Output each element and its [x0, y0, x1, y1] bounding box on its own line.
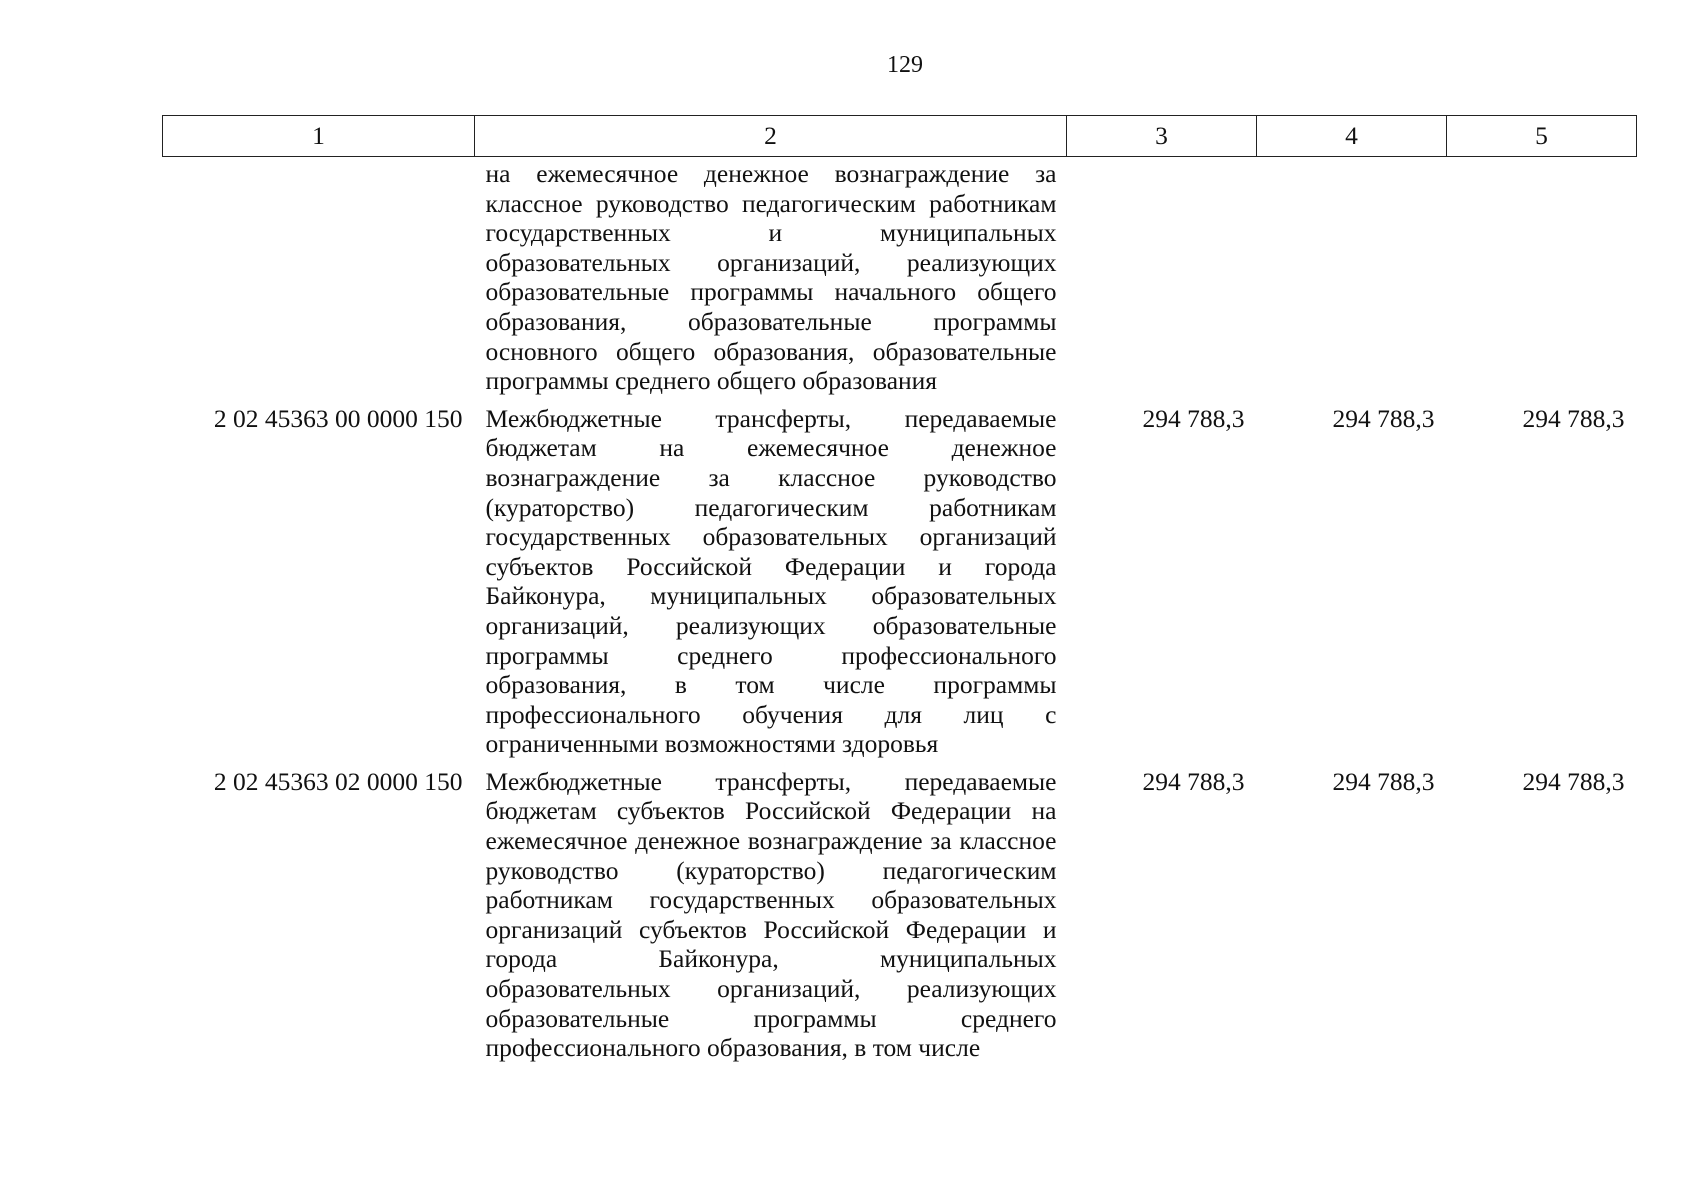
table-row: [163, 767, 1637, 1063]
header-row: [163, 116, 1637, 157]
page-number: 129: [887, 52, 923, 78]
header-col-5: 5: [1447, 116, 1637, 157]
row-value-col5: 294 788,3: [1522, 403, 1625, 433]
table-body: [163, 157, 1637, 1063]
header-col-2: 2: [475, 116, 1067, 157]
row-code: 2 02 45363 02 0000 150: [213, 766, 463, 796]
row-value-col4: 294 788,3: [1332, 403, 1435, 433]
row-description: Межбюджетные трансферты, передаваемые бюджетам субъектов Российской Федерации на ежемесячное денежное вознаграждение за классное руководство (кураторство) педагогическим работникам государственных образовательных организаций субъектов Российской Федерации и города Байконура, муниципальных образовательных организаций, реализующих образовательные программы среднего профессионального образования, в том числе: [485, 766, 1057, 1063]
header-col-4: 4: [1257, 116, 1447, 157]
budget-table-container: [162, 115, 1636, 1063]
table-row: [163, 157, 1637, 404]
header-col-3: 3: [1067, 116, 1257, 157]
row-value-col4: [1257, 157, 1447, 404]
header-col-1: 1: [163, 116, 475, 157]
table-header: [163, 116, 1637, 157]
budget-table: [162, 115, 1637, 1063]
row-value-col4: 294 788,3: [1332, 766, 1435, 796]
row-code: 2 02 45363 00 0000 150: [213, 403, 463, 433]
row-description: на ежемесячное денежное вознаграждение за классное руководство педагогическим работникам государственных и муниципальных образовательных организаций, реализующих образовательные программы начального общего образования, образовательные программы основного общего образования, образовательные программы среднего общего образования: [485, 159, 1057, 396]
row-value-col5: [1447, 157, 1637, 404]
row-value-col3: 294 788,3: [1142, 766, 1245, 796]
row-value-col3: 294 788,3: [1142, 403, 1245, 433]
row-value-col3: [1067, 157, 1257, 404]
row-description: Межбюджетные трансферты, передаваемые бюджетам на ежемесячное денежное вознаграждение за классное руководство (кураторство) педагогическим работникам государственных образовательных организаций субъектов Российской Федерации и города Байконура, муниципальных образовательных организаций, реализующих образовательные программы среднего профессионального образования, в том числе программы профессионального обучения для лиц с ограниченными возможностями здоровья: [485, 403, 1057, 759]
row-code: [163, 157, 475, 404]
row-value-col5: 294 788,3: [1522, 766, 1625, 796]
table-row: [163, 404, 1637, 767]
